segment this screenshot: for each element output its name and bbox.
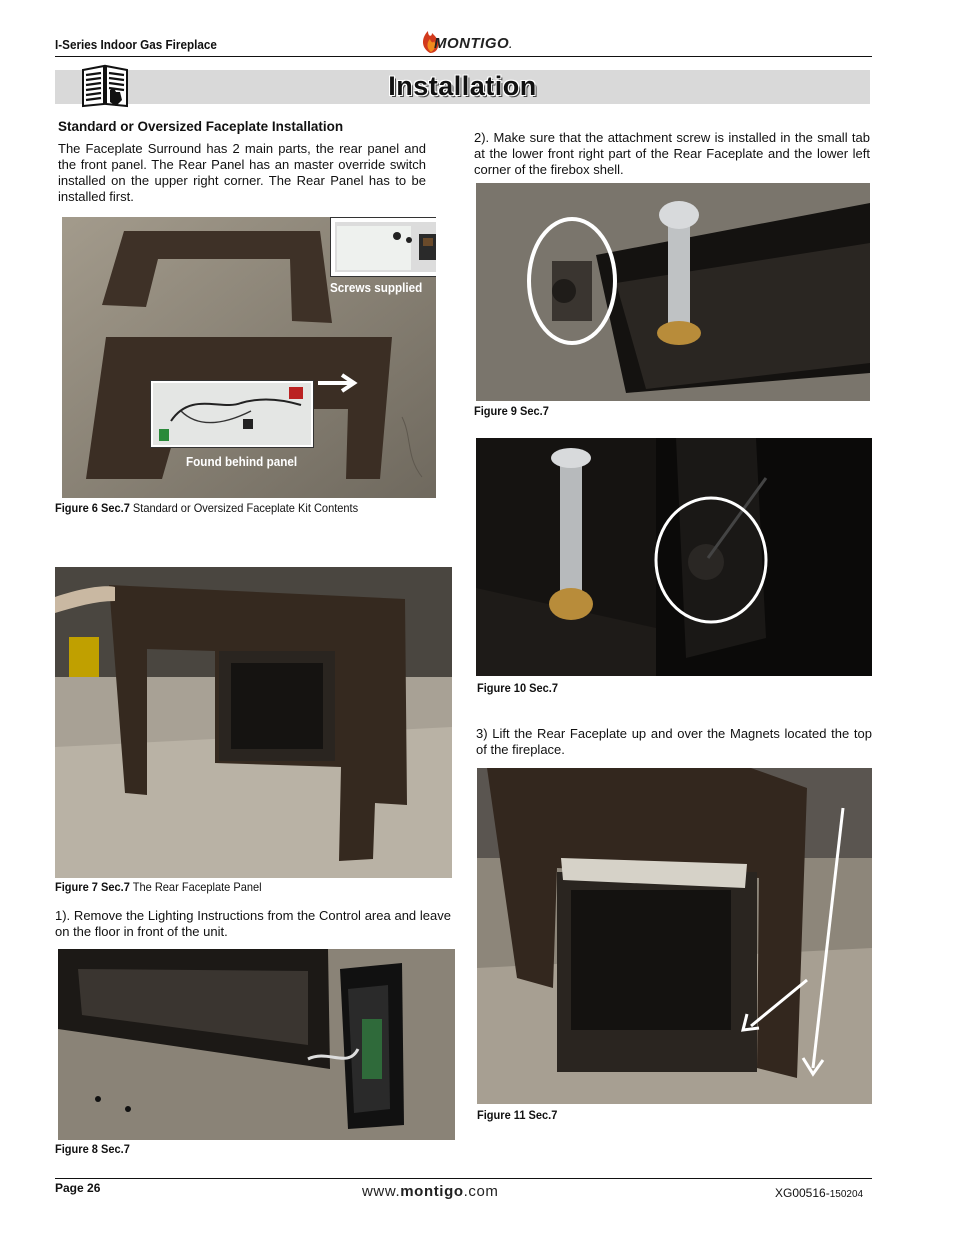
footer-rule [55, 1178, 872, 1179]
wiring-harness-illustration [151, 381, 313, 447]
montigo-logo [418, 25, 528, 55]
firebox-corner-illustration [476, 438, 872, 676]
figure-10-caption: Figure 10 Sec.7 [477, 681, 559, 695]
screws-illustration [331, 218, 436, 276]
found-behind-panel-label: Found behind panel [186, 454, 298, 469]
figure-9-caption: Figure 9 Sec.7 [474, 404, 549, 418]
wiring-inset-photo [150, 380, 314, 448]
page-title: Installation [388, 71, 537, 101]
figure-7-caption: Figure 7 Sec.7 The Rear Faceplate Panel [55, 880, 262, 894]
attachment-screw-illustration [476, 183, 870, 401]
screws-supplied-label: Screws supplied [330, 280, 423, 295]
figure-8-caption: Figure 8 Sec.7 [55, 1142, 130, 1156]
section-banner [55, 70, 870, 104]
website-url: www.montigo.com [362, 1183, 499, 1200]
figure-10-photo [476, 438, 872, 676]
figure-11-photo [477, 768, 872, 1104]
page-number: Page 26 [55, 1181, 101, 1195]
section-heading: Standard or Oversized Faceplate Installation [58, 119, 344, 134]
intro-paragraph: The Faceplate Surround has 2 main parts, the rear panel and the front panel. The Rear Panel has an master override switch installed on the upper right corner. The Rear Panel has to be installed first. [58, 141, 426, 204]
figure-8-photo [58, 949, 455, 1140]
product-title: I-Series Indoor Gas Fireplace [55, 37, 217, 52]
figure-6-caption: Figure 6 Sec.7 Standard or Oversized Faceplate Kit Contents [55, 501, 359, 515]
figure-11-caption: Figure 11 Sec.7 [477, 1108, 558, 1122]
figure-6-photo [62, 217, 436, 498]
document-code: XG00516-150204 [775, 1186, 864, 1200]
step-1-paragraph: 1). Remove the Lighting Instructions from the Control area and leave on the floor in front of the unit. [55, 908, 451, 939]
brand-name: MONTIGO. [434, 35, 513, 52]
lift-faceplate-illustration [477, 768, 872, 1104]
rear-faceplate-illustration [55, 567, 452, 878]
step-2-paragraph: 2). Make sure that the attachment screw is installed in the small tab at the lower front right part of the Rear Faceplate and the lower left corner of the firebox shell. [474, 130, 870, 177]
screws-inset-photo [330, 217, 436, 277]
header-rule [55, 56, 872, 57]
step-3-paragraph: 3) Lift the Rear Faceplate up and over the Magnets located the top of the fireplace. [476, 726, 872, 757]
control-area-illustration [58, 949, 455, 1140]
figure-7-photo [55, 567, 452, 878]
figure-9-photo [476, 183, 870, 401]
